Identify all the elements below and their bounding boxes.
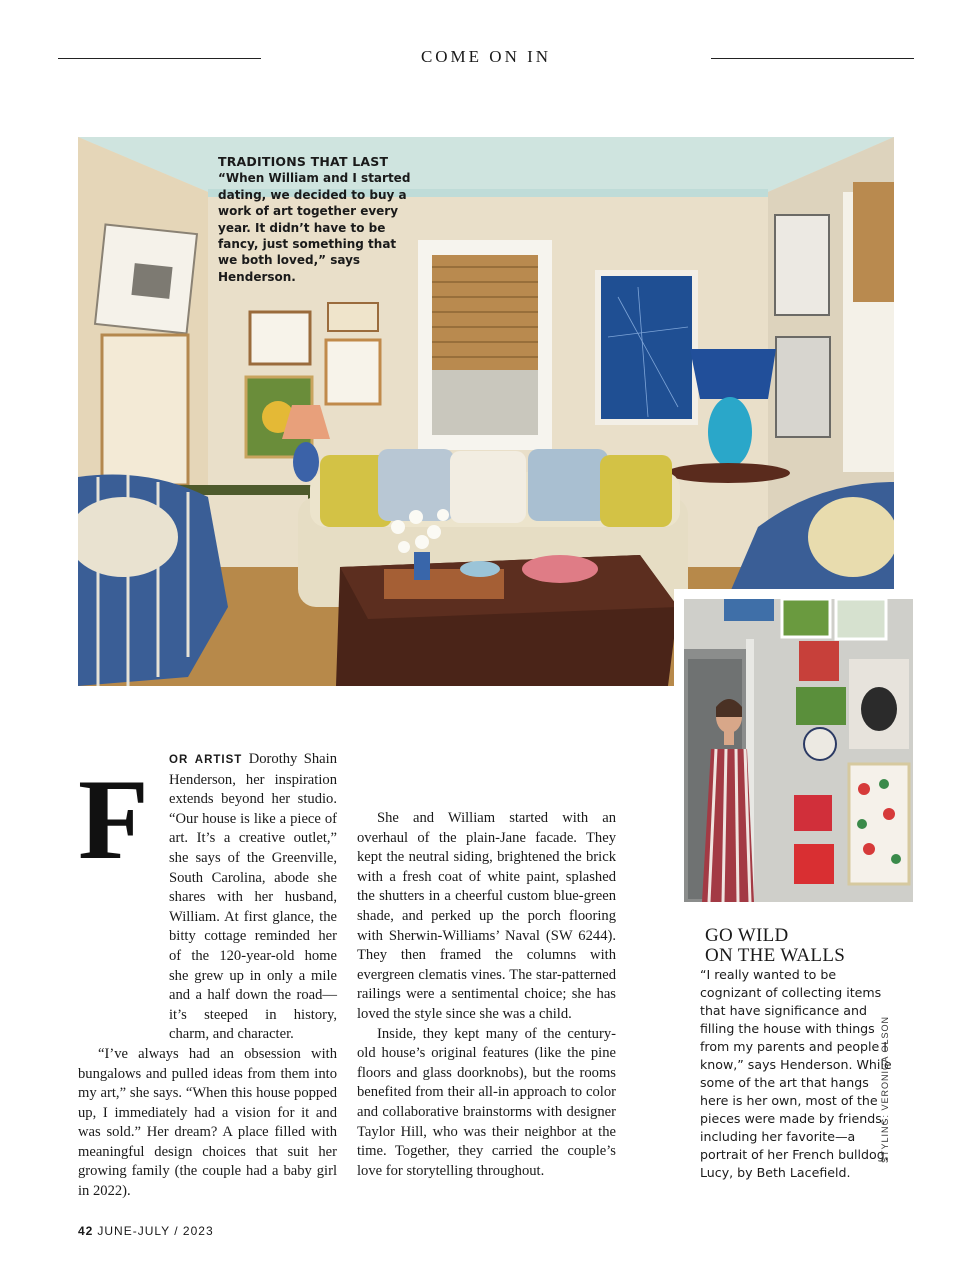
main-photo-caption xyxy=(218,154,416,285)
lead-smallcaps: OR ARTIST xyxy=(169,754,243,766)
sidebar-headline-line-2: ON THE WALLS xyxy=(705,945,846,966)
drop-cap: F xyxy=(78,756,149,884)
article-column-2 xyxy=(357,809,616,1181)
caption-headline: TRADITIONS THAT LAST xyxy=(218,154,389,169)
woman-portrait-photo xyxy=(684,599,913,902)
sidebar-body: “I really wanted to be cognizant of collecting items that have significance and filling the house with things from my parents and people I know,” says Henderson. While some of the art that hangs here is her own, most of the pieces were made by friends, including her favorite—a portrait of her French bulldog, Lucy, by Beth Lacefield. xyxy=(700,967,892,1180)
paragraph-4: Inside, they kept many of the century-old house’s original features (like the pine floors and glass doorknobs), but the rooms benefited from their all-in approach to color and collaborative brainstorms with designer Taylor Hill, who was their neighbor at the time. Together, they carried the couple’s love for storytelling throughout. xyxy=(357,1025,616,1179)
issue-date: JUNE-JULY / 2023 xyxy=(97,1224,214,1238)
section-title: COME ON IN xyxy=(420,47,552,66)
lead-text: Dorothy Shain Henderson, her inspiration extends beyond her studio. “Our house is like a piece of art. It’s a creative outlet,” she says of the Greenville, South Carolina, abode she shares with her husband, William. At first glance, the bitty cottage reminded her of the 120-year-old home she grew up in only a mile and a half down the road—it’s steeped in history, charm, and character. xyxy=(169,751,338,1043)
lead-paragraph xyxy=(78,750,337,1045)
paragraph-3: She and William started with an overhaul of the plain-Jane facade. They kept the neutral siding, brightened the brick with a fresh coat of white paint, splashed the shutters in a cheerful custom blue-green shade, and perked up the porch flooring with Sherwin-Williams’ Naval (SW 6244). They then framed the columns with evergreen clematis vines. The star-patterned railings were a sentimental choice; she has loved the style since she was a child. xyxy=(357,810,616,1022)
sidebar-headline xyxy=(705,926,905,966)
page-number: 42 xyxy=(78,1224,94,1238)
sidebar-headline-line-1: GO WILD xyxy=(705,925,789,946)
article-column-1 xyxy=(78,750,337,1202)
styling-credit: STYLING: VERONICA OLSON xyxy=(880,1015,890,1163)
page-folio xyxy=(78,1224,214,1238)
paragraph-2: “I’ve always had an obsession with bungalows and pulled ideas from them into my art,” she says. “When this house popped up, I immediately had a vision for it and was sold.” Her dream? A place filled with meaningful design choices that suit her growing family (the couple had a baby girl in 2022). xyxy=(78,1045,337,1200)
caption-body: “When William and I started dating, we decided to buy a work of art together every year. It didn’t have to be fancy, just something that we both loved,” says Henderson. xyxy=(218,171,411,284)
